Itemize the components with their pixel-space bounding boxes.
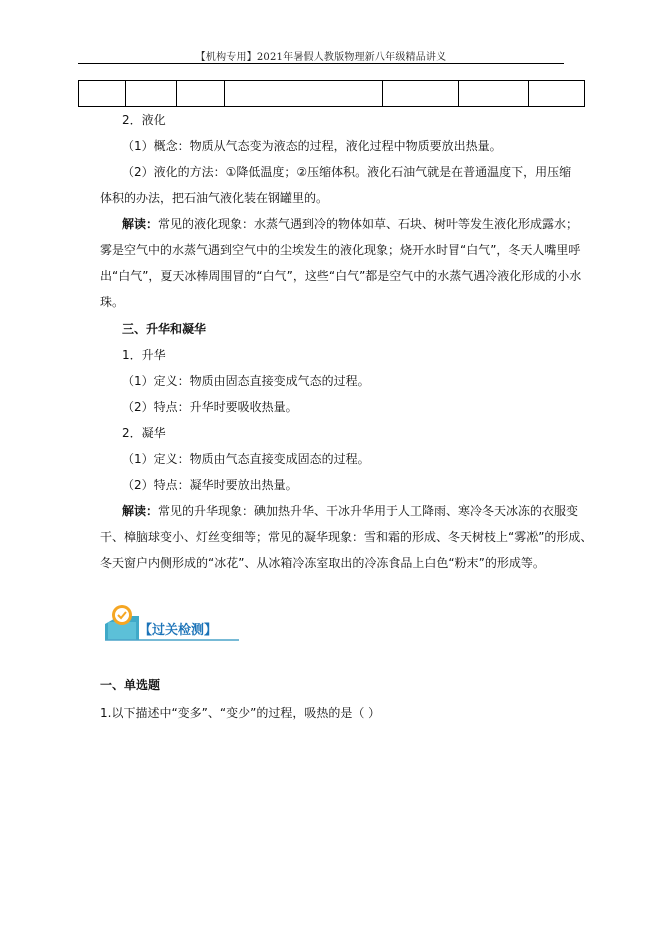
sublimation-definition: （1）定义：物质由固态直接变成气态的过程。 xyxy=(122,374,370,388)
quiz-section-title: 一、单选题 xyxy=(100,678,161,692)
table-cell xyxy=(79,81,126,107)
sublimation-heading: 1．升华 xyxy=(122,348,166,362)
header-rule xyxy=(78,63,564,64)
table-row xyxy=(79,81,585,107)
liquefaction-note xyxy=(122,216,578,232)
liquefaction-note-line: 雾是空气中的水蒸气遇到空气中的尘埃发生的液化现象；烧开水时冒“白气”，冬天人嘴里呼 xyxy=(100,243,581,257)
table-cell xyxy=(529,81,585,107)
section3-note-line: 干、樟脑球变小、灯丝变细等；常见的凝华现象：雪和霜的形成、冬天树枝上“雾凇”的形成、 xyxy=(100,530,593,544)
note-text: 常见的升华现象：碘加热升华、干冰升华用于人工降雨、寒冷冬天冰冻的衣服变 xyxy=(158,504,579,518)
sublimation-feature: （2）特点：升华时要吸收热量。 xyxy=(122,400,298,414)
table-cell xyxy=(225,81,383,107)
note-text: 常见的液化现象：水蒸气遇到冷的物体如草、石块、树叶等发生液化形成露水； xyxy=(158,217,579,231)
table-cell xyxy=(383,81,459,107)
table-cell xyxy=(177,81,225,107)
liquefaction-concept: （1）概念：物质从气态变为液态的过程，液化过程中物质要放出热量。 xyxy=(122,139,502,153)
table-cell xyxy=(126,81,177,107)
section3-note xyxy=(122,503,578,519)
question-1: 1.以下描述中“变多”、“变少”的过程，吸热的是（ ） xyxy=(100,706,381,720)
deposition-feature: （2）特点：凝华时要放出热量。 xyxy=(122,478,298,492)
liquefaction-heading: 2．液化 xyxy=(122,113,166,127)
section-title: 三、升华和凝华 xyxy=(122,322,207,336)
liquefaction-methods: （2）液化的方法：①降低温度；②压缩体积。液化石油气就是在普通温度下，用压缩 xyxy=(122,165,572,179)
banner-title: 【过关检测】 xyxy=(139,623,218,638)
deposition-heading: 2．凝华 xyxy=(122,426,166,440)
note-label: 解读： xyxy=(122,217,159,231)
section3-note-line: 冬天窗户内侧形成的“冰花”、从冰箱冷冻室取出的冷冻食品上白色“粉末”的形成等。 xyxy=(100,556,545,570)
liquefaction-note-line: 珠。 xyxy=(100,295,125,309)
page-header: 【机构专用】2021年暑假人教版物理新八年级精品讲义 xyxy=(195,52,447,63)
liquefaction-note-line: 出“白气”，夏天冰棒周围冒的“白气”，这些“白气”都是空气中的水蒸气遇冷液化形成的小水 xyxy=(100,269,582,283)
note-label: 解读： xyxy=(122,504,159,518)
review-banner xyxy=(105,604,239,644)
liquefaction-methods-cont: 体积的办法，把石油气液化装在钢罐里的。 xyxy=(100,191,329,205)
deposition-definition: （1）定义：物质由气态直接变成固态的过程。 xyxy=(122,452,370,466)
table-cell xyxy=(459,81,529,107)
table-fragment xyxy=(78,80,585,107)
